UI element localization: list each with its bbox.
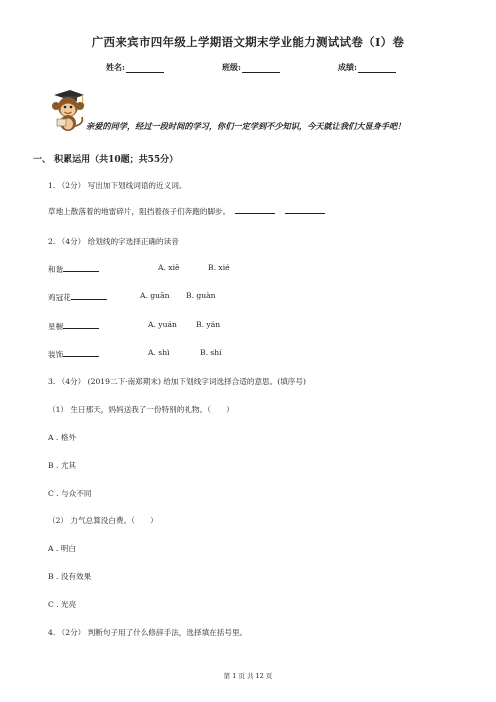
q2-option-2b[interactable]: B. guàn <box>186 291 216 300</box>
q2-row-1 <box>48 263 99 275</box>
q2-blank-2[interactable] <box>71 291 107 300</box>
q2-row-2 <box>48 291 107 303</box>
q3-sub1-option-c[interactable]: C . 与众不同 <box>48 489 92 498</box>
q2-option-1a[interactable]: A. xiě <box>158 263 180 272</box>
class-label: 班级: <box>222 62 241 72</box>
q3-sub1: （1） 生日那天，妈妈送我了一份特别的礼物。（ ） <box>48 405 234 414</box>
q1-text: 草地上散落着的地雷碎片，阻挡着孩子们奔跑的脚步。 <box>48 207 231 216</box>
q2-option-3b[interactable]: B. yán <box>196 320 221 329</box>
section-title: 一、 积累运用（共10题；共55分） <box>33 155 179 165</box>
q2-option-4b[interactable]: B. shí <box>200 348 222 357</box>
student-info-row <box>106 62 396 73</box>
q2-heading: 2. （4分） 给划线的字选择正确的读音 <box>48 237 179 246</box>
q2-row-3 <box>48 320 99 332</box>
q3-sub2-option-a[interactable]: A . 明白 <box>48 544 76 553</box>
q1-heading: 1. （2分） 写出加下划线词语的近义词。 <box>48 181 187 190</box>
q3-sub1-option-a[interactable]: A . 格外 <box>48 433 76 442</box>
score-blank[interactable] <box>358 64 396 73</box>
q2-option-2a[interactable]: A. guān <box>140 291 170 300</box>
q4-heading: 4. （2分） 判断句子用了什么修辞手法，选择填在括号里。 <box>48 628 248 637</box>
monkey-mascot-icon <box>46 88 86 132</box>
q2-option-1b[interactable]: B. xié <box>208 263 230 272</box>
q2-word-3: 星橱 <box>48 322 64 331</box>
greeting-text: 亲爱的同学，经过一段时间的学习，你们一定学到不少知识，今天就让我们大显身手吧！ <box>86 121 406 131</box>
q1-sentence <box>48 205 325 217</box>
q2-word-1: 和谐 <box>48 265 64 274</box>
q2-option-3a[interactable]: A. yuán <box>148 320 177 329</box>
score-label: 成绩: <box>338 62 357 72</box>
q3-sub2-option-c[interactable]: C . 光亮 <box>48 600 77 609</box>
q3-heading: 3. （4分） (2019二下·南郑期末) 给加下划线字词选择合适的意思。(填序号) <box>48 377 306 386</box>
page-title: 广西来宾市四年级上学期语文期末学业能力测试试卷（I）卷 <box>91 35 405 49</box>
name-label: 姓名: <box>106 62 125 72</box>
q2-blank-3[interactable] <box>63 320 99 329</box>
q2-word-4: 装饰 <box>48 350 64 359</box>
q2-option-4a[interactable]: A. shì <box>148 348 170 357</box>
page-footer: 第 1 页 共 12 页 <box>223 672 273 680</box>
score-field[interactable] <box>338 62 396 73</box>
q2-word-2: 鸡冠花 <box>48 293 71 302</box>
name-field[interactable] <box>106 62 164 73</box>
q1-answer-blank-2[interactable] <box>285 205 325 214</box>
q2-row-4 <box>48 348 99 360</box>
q2-blank-4[interactable] <box>63 348 99 357</box>
class-blank[interactable] <box>242 64 280 73</box>
name-blank[interactable] <box>126 64 164 73</box>
q3-sub2-option-b[interactable]: B . 没有效果 <box>48 572 92 581</box>
class-field[interactable] <box>222 62 280 73</box>
q1-answer-blank-1[interactable] <box>235 205 275 214</box>
q2-blank-1[interactable] <box>63 263 99 272</box>
q3-sub2: （2） 力气总算没白费。（ ） <box>48 516 158 525</box>
q3-sub1-option-b[interactable]: B . 尤其 <box>48 461 77 470</box>
